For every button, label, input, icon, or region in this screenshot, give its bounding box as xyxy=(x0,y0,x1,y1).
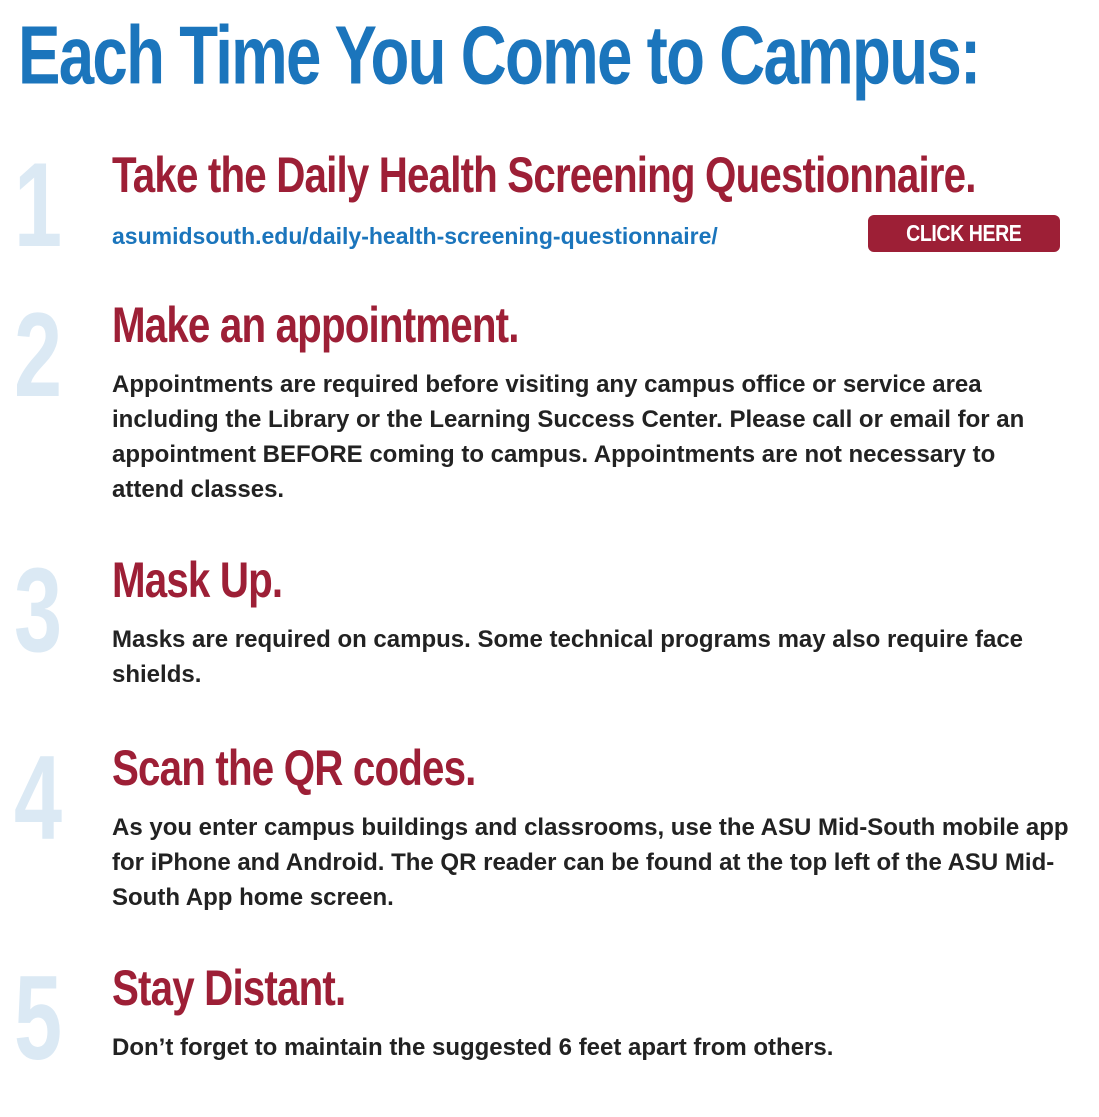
step-body: Masks are required on campus. Some technical programs may also require face shields. xyxy=(112,626,1024,688)
step-5 xyxy=(0,951,1099,1085)
step-heading: Scan the QR codes. xyxy=(112,740,476,797)
step-number: 1 xyxy=(14,138,63,272)
step-4 xyxy=(0,731,1099,923)
step-2 xyxy=(0,288,1099,515)
questionnaire-link[interactable]: asumidsouth.edu/daily-health-screening-questionnaire/ xyxy=(112,223,718,249)
step-number: 5 xyxy=(14,951,63,1085)
page-title: Each Time You Come to Campus: xyxy=(18,8,980,102)
click-here-button[interactable] xyxy=(868,215,1060,252)
step-body: As you enter campus buildings and classrooms, use the ASU Mid-South mobile app for iPhone and Android. The QR reader can be found at the top left of the ASU Mid-South App home screen. xyxy=(112,814,1069,911)
click-here-label: CLICK HERE xyxy=(906,220,1022,246)
step-heading: Make an appointment. xyxy=(112,297,519,354)
step-heading: Stay Distant. xyxy=(112,960,346,1017)
step-heading: Take the Daily Health Screening Questionnaire. xyxy=(112,147,976,204)
step-body: Appointments are required before visiting any campus office or service area including the Library or the Learning Success Center. Please call or email for an appointment BEFORE coming to campus. Appointments are not necessary to attend classes. xyxy=(112,371,1025,503)
step-heading: Mask Up. xyxy=(112,552,283,609)
step-number: 3 xyxy=(14,543,63,677)
step-body: Don’t forget to maintain the suggested 6 feet apart from others. xyxy=(112,1034,834,1061)
step-number: 2 xyxy=(14,288,63,422)
step-number: 4 xyxy=(14,731,63,865)
step-1 xyxy=(0,138,1099,272)
step-3 xyxy=(0,543,1099,700)
